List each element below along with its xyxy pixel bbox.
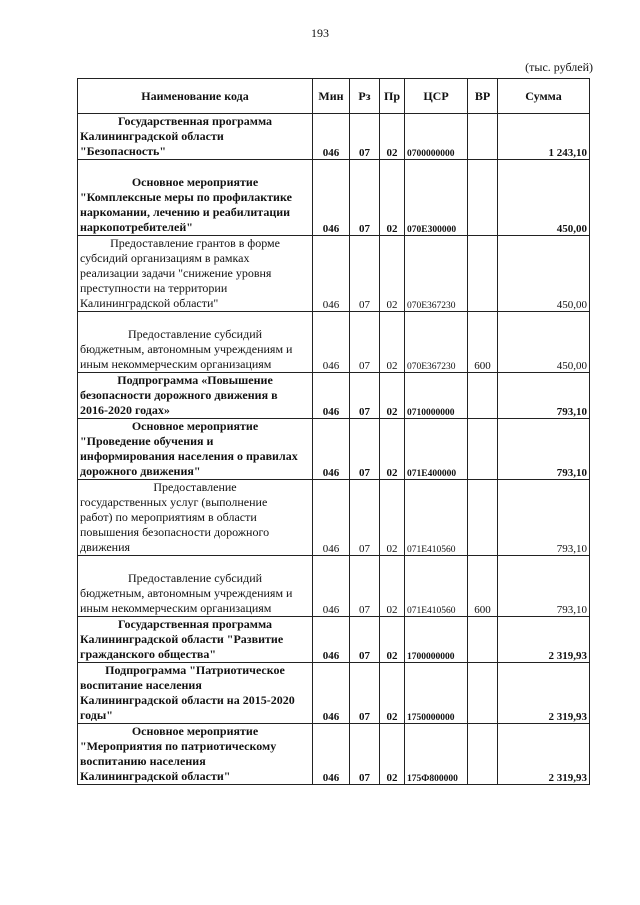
cell-csr: 1750000000 — [405, 663, 468, 724]
cell-vr — [468, 114, 498, 160]
cell-sum: 450,00 — [498, 312, 590, 373]
cell-min: 046 — [313, 419, 350, 480]
cell-name — [78, 480, 313, 556]
table-row — [78, 724, 590, 785]
table-row — [78, 617, 590, 663]
cell-rz: 07 — [350, 556, 380, 617]
cell-sum: 450,00 — [498, 160, 590, 236]
name-line: Калининградской области "Развитие — [80, 632, 284, 646]
cell-vr — [468, 419, 498, 480]
cell-pr: 02 — [380, 373, 405, 419]
cell-sum: 793,10 — [498, 480, 590, 556]
header-pr: Пр — [380, 79, 405, 114]
name-line: Основное мероприятие — [131, 175, 259, 189]
cell-csr: 070Е367230 — [405, 312, 468, 373]
cell-min: 046 — [313, 160, 350, 236]
cell-min: 046 — [313, 724, 350, 785]
name-line: движения — [80, 540, 131, 554]
name-line: Основное мероприятие — [131, 724, 259, 738]
budget-table — [77, 78, 590, 785]
name-line: государственных услуг (выполнение — [80, 495, 268, 509]
name-line: воспитание населения — [80, 678, 202, 692]
cell-rz: 07 — [350, 160, 380, 236]
cell-name — [78, 556, 313, 617]
table-row — [78, 114, 590, 160]
cell-rz: 07 — [350, 419, 380, 480]
table-row — [78, 480, 590, 556]
cell-pr: 02 — [380, 419, 405, 480]
cell-vr — [468, 373, 498, 419]
name-line: Калининградской области — [80, 129, 224, 143]
name-line: Подпрограмма "Патриотическое — [105, 663, 285, 677]
cell-vr — [468, 617, 498, 663]
cell-min: 046 — [313, 236, 350, 312]
cell-pr: 02 — [380, 663, 405, 724]
name-line: Государственная программа — [117, 617, 273, 631]
cell-csr: 175Ф800000 — [405, 724, 468, 785]
cell-name — [78, 236, 313, 312]
table-row — [78, 556, 590, 617]
name-line: бюджетным, автономным учреждениям и — [80, 586, 293, 600]
name-line: повышения безопасности дорожного — [80, 525, 270, 539]
name-line: Предоставление субсидий — [127, 327, 263, 341]
cell-rz: 07 — [350, 480, 380, 556]
name-line: Предоставление — [153, 480, 237, 494]
cell-name — [78, 114, 313, 160]
cell-vr — [468, 724, 498, 785]
cell-vr — [468, 480, 498, 556]
cell-min: 046 — [313, 617, 350, 663]
cell-sum: 1 243,10 — [498, 114, 590, 160]
name-line: наркомании, лечению и реабилитации — [80, 205, 291, 219]
cell-sum: 2 319,93 — [498, 663, 590, 724]
name-line: дорожного движения" — [80, 464, 201, 478]
table-row — [78, 312, 590, 373]
name-line: Предоставление грантов в форме — [110, 236, 280, 250]
name-line: наркопотребителей" — [80, 220, 193, 234]
name-line: годы" — [80, 708, 113, 722]
cell-rz: 07 — [350, 236, 380, 312]
name-line: "Безопасность" — [80, 144, 167, 158]
cell-csr: 071Е410560 — [405, 480, 468, 556]
cell-rz: 07 — [350, 312, 380, 373]
cell-pr: 02 — [380, 312, 405, 373]
name-line: Государственная программа — [117, 114, 273, 128]
table-body — [78, 114, 590, 785]
cell-name — [78, 373, 313, 419]
cell-name — [78, 312, 313, 373]
cell-pr: 02 — [380, 724, 405, 785]
cell-pr: 02 — [380, 556, 405, 617]
cell-sum: 793,10 — [498, 556, 590, 617]
cell-min: 046 — [313, 663, 350, 724]
header-sum: Сумма — [498, 79, 590, 114]
cell-sum: 2 319,93 — [498, 724, 590, 785]
name-line: Калининградской области" — [80, 296, 219, 310]
cell-name — [78, 663, 313, 724]
name-line: "Комплексные меры по профилактике — [80, 190, 292, 204]
cell-csr: 0710000000 — [405, 373, 468, 419]
cell-rz: 07 — [350, 724, 380, 785]
name-line: "Мероприятия по патриотическому — [80, 739, 277, 753]
cell-csr: 0700000000 — [405, 114, 468, 160]
name-line: информирования населения о правилах — [80, 449, 298, 463]
cell-name — [78, 160, 313, 236]
cell-rz: 07 — [350, 114, 380, 160]
table-row — [78, 160, 590, 236]
name-line: иным некоммерческим организациям — [80, 357, 272, 371]
name-line: субсидий организациям в рамках — [80, 251, 250, 265]
cell-vr — [468, 160, 498, 236]
name-line: Предоставление субсидий — [127, 571, 263, 585]
cell-pr: 02 — [380, 114, 405, 160]
cell-name — [78, 617, 313, 663]
name-line: преступности на территории — [80, 281, 228, 295]
units-label: (тыс. рублей) — [525, 60, 593, 74]
name-line: работ) по мероприятиям в области — [80, 510, 257, 524]
cell-vr: 600 — [468, 312, 498, 373]
table-row — [78, 663, 590, 724]
cell-pr: 02 — [380, 236, 405, 312]
cell-csr: 071Е410560 — [405, 556, 468, 617]
name-line: Основное мероприятие — [131, 419, 259, 433]
cell-pr: 02 — [380, 480, 405, 556]
cell-name — [78, 724, 313, 785]
cell-vr: 600 — [468, 556, 498, 617]
cell-vr — [468, 236, 498, 312]
header-vr: ВР — [468, 79, 498, 114]
cell-pr: 02 — [380, 617, 405, 663]
name-line: реализации задачи "снижение уровня — [80, 266, 272, 280]
cell-csr: 1700000000 — [405, 617, 468, 663]
cell-rz: 07 — [350, 373, 380, 419]
table-row — [78, 236, 590, 312]
cell-min: 046 — [313, 480, 350, 556]
cell-sum: 793,10 — [498, 373, 590, 419]
header-rz: Рз — [350, 79, 380, 114]
page-number: 193 — [311, 26, 329, 40]
name-line: воспитанию населения — [80, 754, 206, 768]
cell-min: 046 — [313, 373, 350, 419]
cell-min: 046 — [313, 556, 350, 617]
header-csr: ЦСР — [405, 79, 468, 114]
name-line: Калининградской области" — [80, 769, 231, 783]
name-line: бюджетным, автономным учреждениям и — [80, 342, 293, 356]
table-header-row — [78, 79, 590, 114]
cell-csr: 070Е367230 — [405, 236, 468, 312]
name-line: гражданского общества" — [80, 647, 217, 661]
cell-sum: 2 319,93 — [498, 617, 590, 663]
name-line: 2016-2020 годах» — [80, 403, 170, 417]
name-line: безопасности дорожного движения в — [80, 388, 278, 402]
name-line: Калининградской области на 2015-2020 — [80, 693, 295, 707]
cell-rz: 07 — [350, 663, 380, 724]
cell-csr: 070Е300000 — [405, 160, 468, 236]
cell-name — [78, 419, 313, 480]
name-line: иным некоммерческим организациям — [80, 601, 272, 615]
cell-min: 046 — [313, 114, 350, 160]
cell-sum: 450,00 — [498, 236, 590, 312]
name-line: Подпрограмма «Повышение — [117, 373, 273, 387]
table-row — [78, 373, 590, 419]
table-row — [78, 419, 590, 480]
cell-pr: 02 — [380, 160, 405, 236]
cell-csr: 071Е400000 — [405, 419, 468, 480]
cell-min: 046 — [313, 312, 350, 373]
name-line: "Проведение обучения и — [80, 434, 214, 448]
cell-vr — [468, 663, 498, 724]
cell-sum: 793,10 — [498, 419, 590, 480]
header-name: Наименование кода — [78, 79, 313, 114]
cell-rz: 07 — [350, 617, 380, 663]
header-min: Мин — [313, 79, 350, 114]
